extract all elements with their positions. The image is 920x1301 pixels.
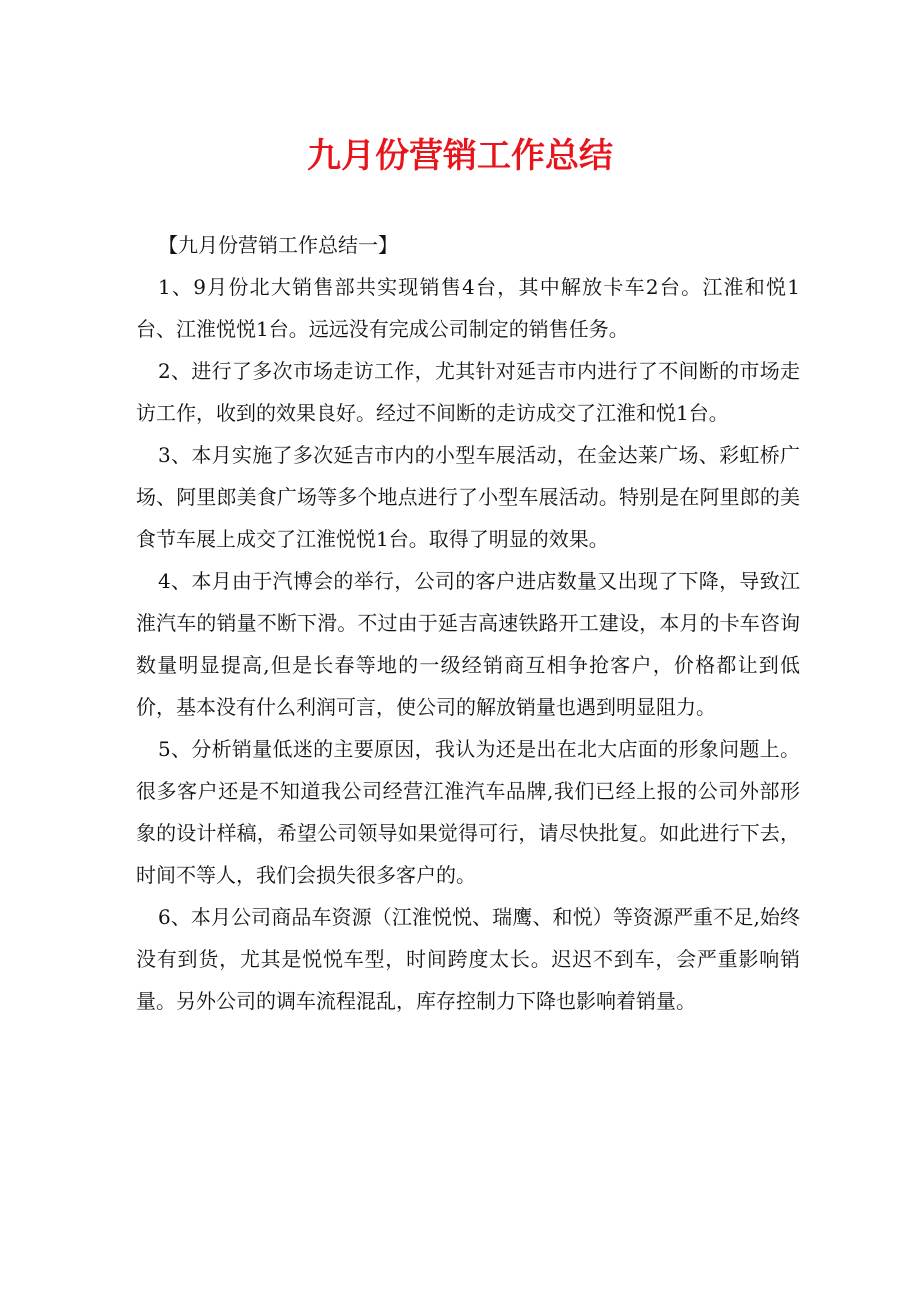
paragraph-2: 2、进行了多次市场走访工作，尤其针对延吉市内进行了不间断的市场走访工作，收到的效果良好。经过不间断的走访成交了江淮和悦1台。: [136, 359, 800, 425]
paragraph-1: 1、9月份北大销售部共实现销售4台，其中解放卡车2台。江淮和悦1台、江淮悦悦1台。远远没有完成公司制定的销售任务。: [136, 275, 800, 341]
paragraph-4: 4、本月由于汽博会的举行，公司的客户进店数量又出现了下降，导致江淮汽车的销量不断下滑。不过由于延吉高速铁路开工建设，本月的卡车咨询数量明显提高,但是长春等地的一级经销商互相争抢客户，价格都让到低价，基本没有什么利润可言，使公司的解放销量也遇到明显阻力。: [136, 569, 800, 719]
paragraph-3: 3、本月实施了多次延吉市内的小型车展活动，在金达莱广场、彩虹桥广场、阿里郎美食广场等多个地点进行了小型车展活动。特别是在阿里郎的美食节车展上成交了江淮悦悦1台。取得了明显的效果。: [136, 443, 800, 551]
paragraph-6: 6、本月公司商品车资源（江淮悦悦、瑞鹰、和悦）等资源严重不足,始终没有到货，尤其是悦悦车型，时间跨度太长。迟迟不到车，会严重影响销量。另外公司的调车流程混乱，库存控制力下降也影响着销量。: [136, 905, 800, 1013]
document-body: [136, 224, 800, 1022]
paragraph-5: 5、分析销量低迷的主要原因，我认为还是出在北大店面的形象问题上。很多客户还是不知道我公司经营江淮汽车品牌,我们已经上报的公司外部形象的设计样稿，希望公司领导如果觉得可行，请尽快批复。如此进行下去，时间不等人，我们会损失很多客户的。: [136, 737, 800, 887]
document-title: 九月份营销工作总结: [307, 136, 613, 176]
section-subheading: 【九月份营销工作总结一】: [158, 233, 398, 257]
